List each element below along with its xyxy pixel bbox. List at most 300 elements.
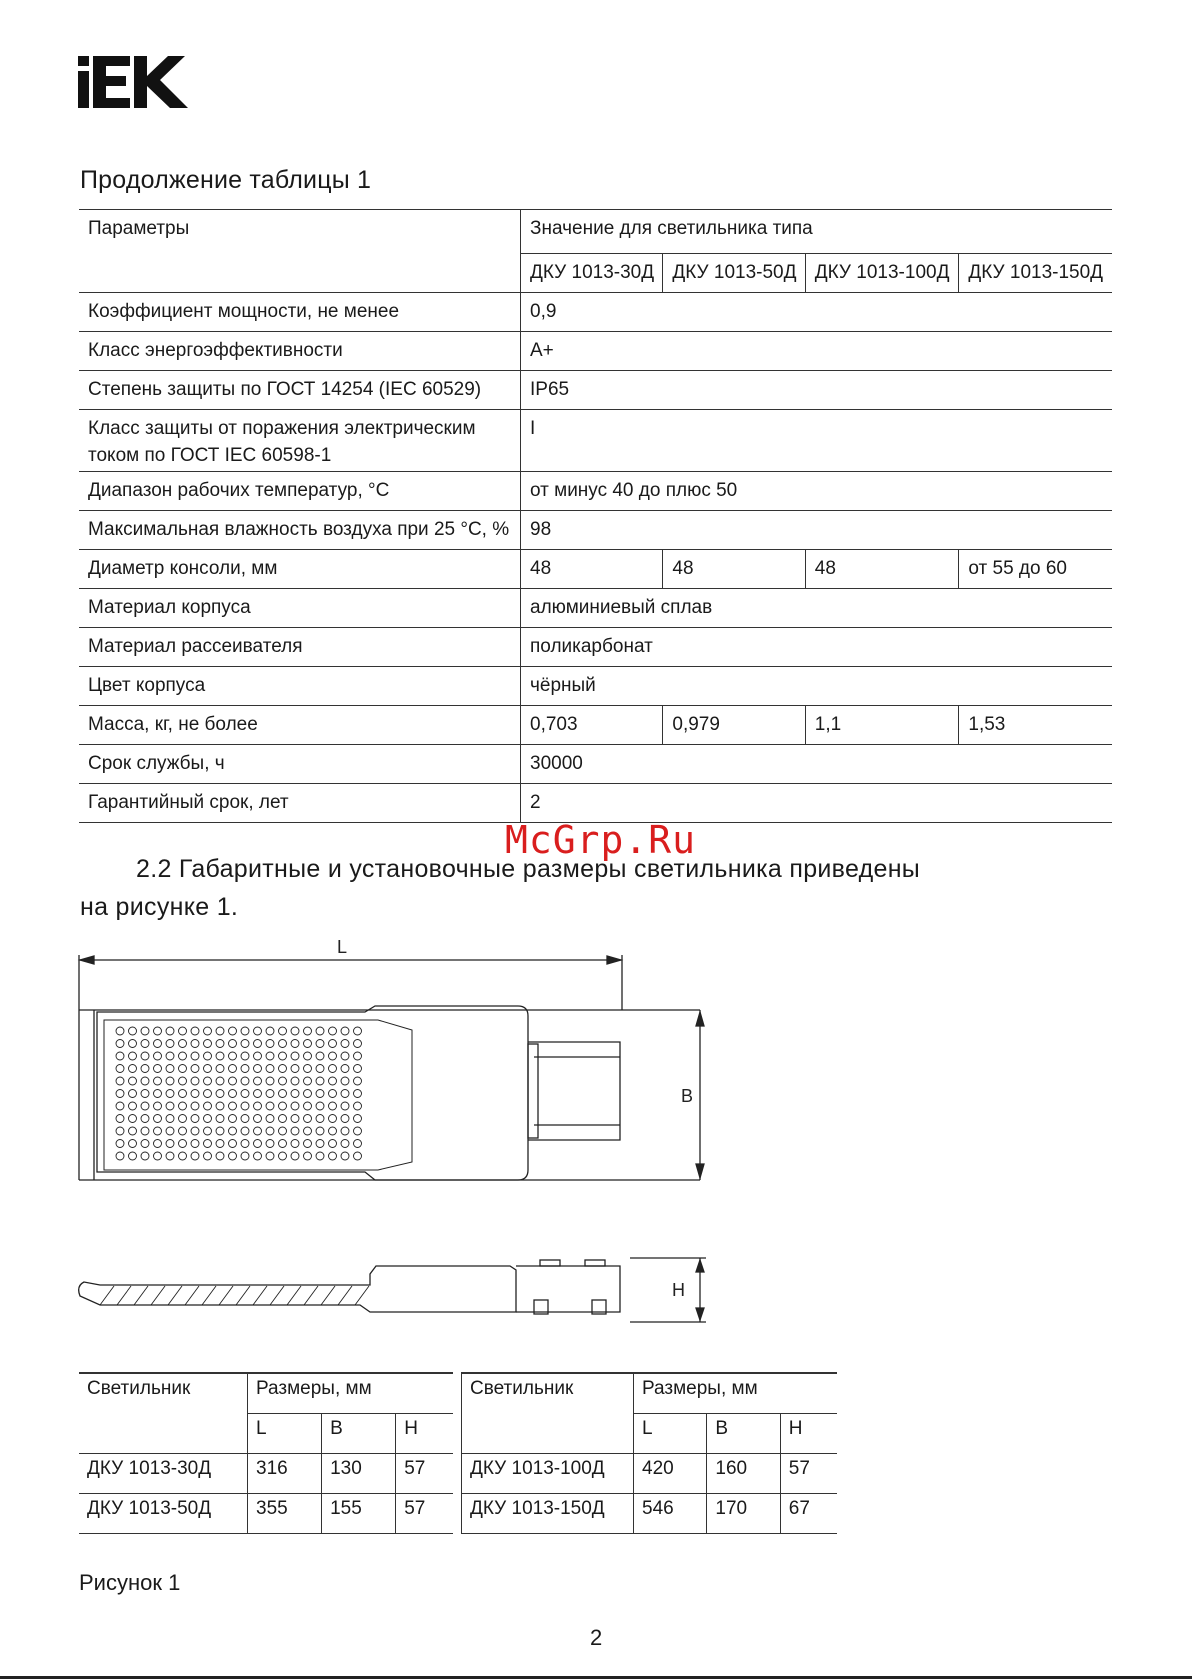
led-dot [166,1102,174,1110]
led-dot [129,1140,137,1148]
param-label: Цвет корпуса [79,667,521,706]
led-dot [304,1052,312,1060]
dims-table-left [79,1372,453,1534]
led-dot [141,1027,149,1035]
led-dot [279,1027,287,1035]
led-dot [279,1102,287,1110]
led-dot [329,1077,337,1085]
led-dot [329,1127,337,1135]
led-dot [329,1140,337,1148]
dims-value: 67 [780,1494,837,1534]
led-dot [279,1052,287,1060]
led-dot [129,1052,137,1060]
led-dot [354,1040,362,1048]
led-dot [191,1090,199,1098]
led-dot [179,1027,187,1035]
led-dot [179,1115,187,1123]
param-value: 48 [663,550,805,589]
led-dot [254,1077,262,1085]
param-label: Коэффициент мощности, не менее [79,293,521,332]
led-dot [179,1052,187,1060]
led-dot [354,1065,362,1073]
led-dot [341,1090,349,1098]
led-dot [229,1102,237,1110]
led-dot [116,1090,124,1098]
heatsink-fin [270,1286,284,1305]
param-value: I [521,410,1113,472]
led-dot [316,1102,324,1110]
led-dot [204,1090,212,1098]
led-dot [166,1115,174,1123]
led-dot [179,1090,187,1098]
led-dot [154,1102,162,1110]
led-dot [266,1027,274,1035]
led-dot [116,1127,124,1135]
dims-col-H: H [788,1418,803,1439]
led-dot [341,1115,349,1123]
led-dot [129,1090,137,1098]
dims-col-L: L [248,1414,322,1454]
led-dot [191,1127,199,1135]
paragraph-line-2: на рисунке 1. [80,893,239,921]
led-dot [354,1152,362,1160]
model-30d: ДКУ 1013-30Д [521,254,663,293]
led-dot [341,1052,349,1060]
led-dot [129,1077,137,1085]
led-dot [254,1115,262,1123]
param-value: от 55 до 60 [959,550,1112,589]
led-dot [141,1152,149,1160]
led-dot [291,1115,299,1123]
param-value: 0,703 [521,706,663,745]
led-dot [316,1040,324,1048]
led-dot [191,1102,199,1110]
led-dot [216,1027,224,1035]
led-dot [241,1115,249,1123]
led-dot [329,1065,337,1073]
paragraph-line-1: 2.2 Габаритные и установочные размеры светильника приведены [136,855,921,883]
led-dot [304,1102,312,1110]
led-dot [241,1027,249,1035]
param-label: Материал корпуса [79,589,521,628]
param-value: 1,1 [805,706,959,745]
led-dot [204,1027,212,1035]
led-dot [191,1077,199,1085]
led-dot [204,1040,212,1048]
param-label: Гарантийный срок, лет [79,784,521,823]
led-dot [204,1102,212,1110]
led-dot [304,1077,312,1085]
dims-value: 160 [707,1454,780,1494]
param-value: 1,53 [959,706,1112,745]
dims-col-B: B [322,1414,396,1454]
param-value: 48 [805,550,959,589]
heatsink-fin [338,1286,352,1305]
led-dot [191,1115,199,1123]
led-dot [129,1040,137,1048]
heatsink-fin [355,1286,369,1305]
iek-logo [78,56,193,108]
led-dot [141,1140,149,1148]
led-dot [191,1065,199,1073]
param-value: 98 [521,511,1113,550]
led-dot [179,1140,187,1148]
led-dot [291,1077,299,1085]
led-dot [279,1040,287,1048]
led-dot [116,1140,124,1148]
led-dot [254,1090,262,1098]
heatsink-fin [236,1286,250,1305]
led-dot [216,1102,224,1110]
led-dot [304,1090,312,1098]
led-dot [191,1027,199,1035]
led-dot [266,1065,274,1073]
led-dot [141,1040,149,1048]
dims-value: 57 [396,1454,453,1494]
model-100d: ДКУ 1013-100Д [805,254,959,293]
led-dot [254,1102,262,1110]
led-dot [266,1052,274,1060]
led-dot [191,1140,199,1148]
led-dot [241,1140,249,1148]
led-dot [279,1127,287,1135]
led-dot [254,1040,262,1048]
led-dot [354,1115,362,1123]
led-dot [204,1140,212,1148]
dim-label-B: B [681,1086,694,1106]
led-dot [216,1127,224,1135]
led-dot [191,1040,199,1048]
dims-value: 355 [248,1494,322,1534]
luminaire-drawing [0,930,800,1330]
led-dot [354,1140,362,1148]
dims-value: 57 [396,1494,453,1534]
heatsink-fin [134,1286,148,1305]
led-dot [204,1152,212,1160]
dims-col-L: L [634,1414,707,1454]
led-dot [141,1065,149,1073]
led-dot [229,1090,237,1098]
led-dot [216,1115,224,1123]
led-dot [141,1127,149,1135]
led-dot [191,1152,199,1160]
led-dot [341,1040,349,1048]
led-dot [141,1077,149,1085]
led-dot [129,1102,137,1110]
led-dot [316,1077,324,1085]
led-dot [204,1077,212,1085]
led-dot [179,1065,187,1073]
watermark: McGrp.Ru [505,818,697,862]
dims-header-lamp: Светильник [79,1373,248,1454]
param-value: 2 [521,784,1113,823]
led-dot [216,1065,224,1073]
led-dot [316,1052,324,1060]
led-dot [279,1090,287,1098]
dim-label-H: H [672,1280,685,1300]
led-dot [241,1152,249,1160]
heatsink-fin [253,1286,267,1305]
model-50d: ДКУ 1013-50Д [663,254,805,293]
led-dot [254,1152,262,1160]
dim-label-L: L [337,937,348,957]
led-dot [266,1090,274,1098]
led-dot [291,1090,299,1098]
led-dot [129,1027,137,1035]
led-dot [141,1115,149,1123]
led-dot [354,1052,362,1060]
led-dot [304,1065,312,1073]
led-dot [291,1065,299,1073]
led-dot [316,1152,324,1160]
dims-table-right [461,1372,837,1534]
led-dot [316,1115,324,1123]
led-dot [229,1077,237,1085]
led-dot [266,1115,274,1123]
led-dot [116,1077,124,1085]
led-dot [154,1040,162,1048]
led-dot [216,1152,224,1160]
param-value: от минус 40 до плюс 50 [521,472,1113,511]
dims-header-lamp: Светильник [462,1373,634,1454]
led-dot [216,1140,224,1148]
led-dot [254,1027,262,1035]
led-dot [279,1077,287,1085]
led-dot [154,1140,162,1148]
led-dot [179,1152,187,1160]
led-dot [291,1152,299,1160]
led-dot [216,1052,224,1060]
dims-col-H: H [404,1418,418,1439]
led-dot [291,1052,299,1060]
led-dot [266,1140,274,1148]
heatsink-fin [219,1286,233,1305]
param-value: алюминиевый сплав [521,589,1113,628]
led-dot [216,1090,224,1098]
heatsink-fin [304,1286,318,1305]
param-value: 0,9 [521,293,1113,332]
led-dot [279,1065,287,1073]
param-value: А+ [521,332,1113,371]
dims-header-sizes: Размеры, мм [634,1373,838,1414]
dims-value: 130 [322,1454,396,1494]
led-dot [166,1040,174,1048]
led-dot [354,1090,362,1098]
led-dot [266,1152,274,1160]
led-dot [116,1115,124,1123]
led-dot [154,1090,162,1098]
param-value: 0,979 [663,706,805,745]
dims-value: 420 [634,1454,707,1494]
dims-header-sizes: Размеры, мм [248,1373,454,1414]
led-dot [354,1102,362,1110]
led-dot [316,1065,324,1073]
led-dot [141,1052,149,1060]
dims-value: 57 [780,1454,837,1494]
dims-value: 155 [322,1494,396,1534]
led-dot [254,1065,262,1073]
led-dot [254,1127,262,1135]
param-label: Материал рассеивателя [79,628,521,667]
param-value: 30000 [521,745,1113,784]
led-dot [329,1027,337,1035]
led-dot [204,1115,212,1123]
led-dot [304,1140,312,1148]
led-dot [229,1152,237,1160]
led-dot [179,1127,187,1135]
led-dot [354,1127,362,1135]
led-dot [254,1140,262,1148]
page-number: 2 [590,1625,603,1650]
led-dot [304,1152,312,1160]
led-dot [304,1115,312,1123]
led-dot [304,1027,312,1035]
led-dot [341,1140,349,1148]
header-parameters: Параметры [79,210,521,293]
led-dot [266,1127,274,1135]
led-dot [154,1052,162,1060]
led-dot [141,1102,149,1110]
led-dot [329,1040,337,1048]
led-dot [154,1152,162,1160]
led-dot [241,1065,249,1073]
heatsink-fin [117,1286,131,1305]
param-label: Масса, кг, не более [79,706,521,745]
heatsink-fin [202,1286,216,1305]
led-dot [241,1102,249,1110]
led-dot [154,1065,162,1073]
led-dot [116,1052,124,1060]
led-dot [229,1065,237,1073]
led-dot [291,1127,299,1135]
led-dot [179,1040,187,1048]
led-dot [266,1040,274,1048]
led-dot [229,1052,237,1060]
led-dot [329,1102,337,1110]
led-dot [229,1115,237,1123]
heatsink-fin [321,1286,335,1305]
led-dot [304,1127,312,1135]
led-dot [241,1077,249,1085]
led-dot [166,1065,174,1073]
led-dot [316,1127,324,1135]
led-dot [141,1090,149,1098]
led-dot [341,1102,349,1110]
led-dot [116,1102,124,1110]
led-dot [354,1077,362,1085]
led-dot [316,1090,324,1098]
led-dot [216,1077,224,1085]
led-dot [229,1140,237,1148]
led-dot [291,1102,299,1110]
dims-model: ДКУ 1013-50Д [79,1494,248,1534]
led-dot [129,1065,137,1073]
led-dot [179,1077,187,1085]
led-dot [116,1040,124,1048]
figure-caption: Рисунок 1 [79,1570,181,1595]
dims-value: 170 [707,1494,780,1534]
led-dot [166,1090,174,1098]
dims-model: ДКУ 1013-100Д [462,1454,634,1494]
model-150d: ДКУ 1013-150Д [959,254,1112,293]
param-value: 48 [521,550,663,589]
parameters-table [79,209,1112,823]
led-dot [204,1127,212,1135]
led-dot [241,1090,249,1098]
led-dot [166,1077,174,1085]
led-dot [329,1052,337,1060]
dims-model: ДКУ 1013-30Д [79,1454,248,1494]
led-dot [229,1127,237,1135]
led-dot [204,1065,212,1073]
param-label: Срок службы, ч [79,745,521,784]
led-dot [216,1040,224,1048]
led-dot [116,1152,124,1160]
led-dot [166,1152,174,1160]
led-dot [229,1040,237,1048]
param-label: Класс защиты от поражения электрическим током по ГОСТ IEC 60598-1 [79,410,521,472]
param-label: Диаметр консоли, мм [79,550,521,589]
led-dot [291,1027,299,1035]
led-dot [341,1152,349,1160]
led-dot [154,1027,162,1035]
led-dot [279,1140,287,1148]
heatsink-fin [151,1286,165,1305]
led-dot [329,1152,337,1160]
heatsink-fin [168,1286,182,1305]
heatsink-fin [185,1286,199,1305]
led-dot [204,1052,212,1060]
param-label: Диапазон рабочих температур, °С [79,472,521,511]
dims-value: 546 [634,1494,707,1534]
led-dot [341,1077,349,1085]
led-dot [291,1140,299,1148]
led-dot [116,1027,124,1035]
dims-value: 316 [248,1454,322,1494]
led-dot [154,1077,162,1085]
param-value: IP65 [521,371,1113,410]
led-dot [254,1052,262,1060]
led-dot [329,1090,337,1098]
led-dot [229,1027,237,1035]
led-dot [116,1065,124,1073]
header-value: Значение для светильника типа [521,210,1113,254]
led-dot [191,1052,199,1060]
led-dot [316,1027,324,1035]
led-dot [279,1152,287,1160]
dims-col-B: B [707,1414,780,1454]
led-dot [354,1027,362,1035]
led-dot [166,1027,174,1035]
param-label: Класс энергоэффективности [79,332,521,371]
led-dot [266,1102,274,1110]
led-dot [166,1140,174,1148]
led-dot [241,1052,249,1060]
led-dot [166,1127,174,1135]
heatsink-fin [100,1286,114,1305]
param-label: Степень защиты по ГОСТ 14254 (IEC 60529) [79,371,521,410]
led-dot [129,1115,137,1123]
heatsink-fin [287,1286,301,1305]
led-dot [266,1077,274,1085]
param-value: чёрный [521,667,1113,706]
led-dot [279,1115,287,1123]
led-dot [304,1040,312,1048]
led-dot [341,1065,349,1073]
led-dot [129,1152,137,1160]
led-dot [316,1140,324,1148]
led-dot [241,1040,249,1048]
